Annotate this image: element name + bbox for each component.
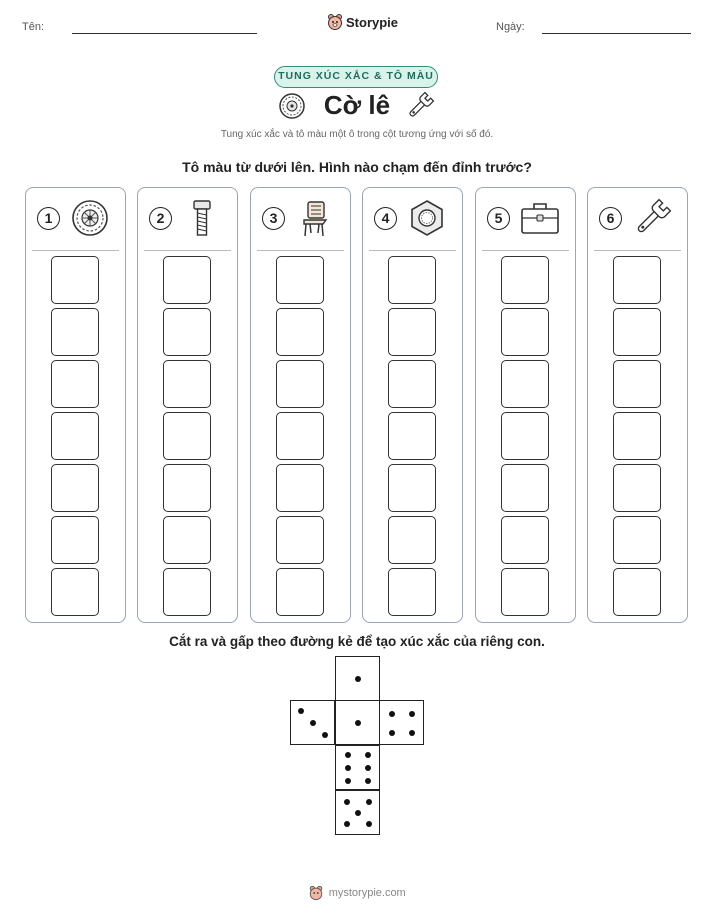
column-2 xyxy=(137,187,238,623)
die-pip xyxy=(355,720,361,726)
die-face xyxy=(335,700,380,745)
color-box[interactable] xyxy=(276,256,324,304)
footer xyxy=(0,884,714,902)
wrench-icon xyxy=(630,198,674,238)
die-pip xyxy=(345,765,351,771)
color-box[interactable] xyxy=(276,360,324,408)
color-box[interactable] xyxy=(163,412,211,460)
die-pip xyxy=(365,752,371,758)
die-pip xyxy=(322,732,328,738)
die-pip xyxy=(345,778,351,784)
column-6 xyxy=(587,187,688,623)
color-box[interactable] xyxy=(276,412,324,460)
brand-name: Storypie xyxy=(346,15,399,30)
die-pip xyxy=(389,730,395,736)
color-box[interactable] xyxy=(163,256,211,304)
color-box[interactable] xyxy=(51,308,99,356)
column-divider xyxy=(369,250,456,251)
die-face xyxy=(335,745,380,790)
tire-icon xyxy=(68,198,112,238)
die-pip xyxy=(365,778,371,784)
column-number: 3 xyxy=(262,207,285,230)
date-field-line[interactable] xyxy=(542,33,691,34)
die-instruction: Cắt ra và gấp theo đường kẻ để tạo xúc xắc của riêng con. xyxy=(169,634,545,649)
activity-badge: TUNG XÚC XẮC & TÔ MÀU xyxy=(274,66,438,88)
color-box[interactable] xyxy=(51,412,99,460)
color-box[interactable] xyxy=(276,464,324,512)
toolbox-icon xyxy=(518,198,562,238)
color-box[interactable] xyxy=(51,464,99,512)
color-box[interactable] xyxy=(388,464,436,512)
die-pip xyxy=(355,810,361,816)
date-label: Ngày: xyxy=(496,21,525,33)
die-pip xyxy=(344,821,350,827)
nut-icon xyxy=(405,198,449,238)
column-divider xyxy=(32,250,119,251)
color-box[interactable] xyxy=(51,360,99,408)
color-box[interactable] xyxy=(51,256,99,304)
column-divider xyxy=(257,250,344,251)
color-box[interactable] xyxy=(276,308,324,356)
color-box[interactable] xyxy=(388,360,436,408)
footer-url[interactable]: mystorypie.com xyxy=(328,886,406,899)
color-box[interactable] xyxy=(501,360,549,408)
color-box[interactable] xyxy=(163,308,211,356)
coloring-instruction: Tô màu từ dưới lên. Hình nào chạm đến đỉnh trước? xyxy=(182,159,532,175)
color-box[interactable] xyxy=(613,308,661,356)
color-box[interactable] xyxy=(501,464,549,512)
chair-icon xyxy=(293,198,337,238)
column-3 xyxy=(250,187,351,623)
color-box[interactable] xyxy=(613,360,661,408)
column-1 xyxy=(25,187,126,623)
die-pip xyxy=(389,711,395,717)
color-box[interactable] xyxy=(501,308,549,356)
color-box[interactable] xyxy=(163,516,211,564)
color-box[interactable] xyxy=(388,568,436,616)
wrench-icon xyxy=(404,90,436,122)
name-label: Tên: xyxy=(22,21,45,33)
color-box[interactable] xyxy=(613,256,661,304)
storypie-logo-icon xyxy=(308,885,324,901)
color-box[interactable] xyxy=(276,516,324,564)
column-4 xyxy=(362,187,463,623)
column-divider xyxy=(144,250,231,251)
color-box[interactable] xyxy=(51,516,99,564)
color-box[interactable] xyxy=(501,568,549,616)
color-box[interactable] xyxy=(163,568,211,616)
die-pip xyxy=(366,799,372,805)
color-box[interactable] xyxy=(388,308,436,356)
column-number: 5 xyxy=(487,207,510,230)
column-divider xyxy=(594,250,681,251)
color-box[interactable] xyxy=(276,568,324,616)
column-number: 2 xyxy=(149,207,172,230)
die-face xyxy=(335,656,380,701)
color-box[interactable] xyxy=(163,360,211,408)
die-pip xyxy=(345,752,351,758)
color-box[interactable] xyxy=(613,568,661,616)
column-number: 6 xyxy=(599,207,622,230)
column-5 xyxy=(475,187,576,623)
color-box[interactable] xyxy=(388,412,436,460)
die-pip xyxy=(310,720,316,726)
color-box[interactable] xyxy=(501,516,549,564)
die-pip xyxy=(409,730,415,736)
storypie-logo-icon xyxy=(326,13,344,31)
die-pip xyxy=(355,676,361,682)
page-title: Cờ lê xyxy=(323,90,391,120)
color-box[interactable] xyxy=(388,516,436,564)
die-face xyxy=(290,700,335,745)
column-divider xyxy=(482,250,569,251)
color-box[interactable] xyxy=(613,516,661,564)
column-number: 1 xyxy=(37,207,60,230)
color-box[interactable] xyxy=(51,568,99,616)
subtitle: Tung xúc xắc và tô màu một ô trong cột tương ứng với số đó. xyxy=(220,129,494,140)
die-face xyxy=(379,700,424,745)
color-box[interactable] xyxy=(163,464,211,512)
color-box[interactable] xyxy=(613,464,661,512)
color-box[interactable] xyxy=(501,412,549,460)
die-pip xyxy=(298,708,304,714)
color-box[interactable] xyxy=(501,256,549,304)
bolt-icon xyxy=(180,198,224,238)
die-pip xyxy=(366,821,372,827)
die-pip xyxy=(409,711,415,717)
color-box[interactable] xyxy=(388,256,436,304)
color-box[interactable] xyxy=(613,412,661,460)
die-pip xyxy=(344,799,350,805)
name-field-line[interactable] xyxy=(72,33,257,34)
die-pip xyxy=(365,765,371,771)
die-face xyxy=(335,790,380,835)
column-number: 4 xyxy=(374,207,397,230)
